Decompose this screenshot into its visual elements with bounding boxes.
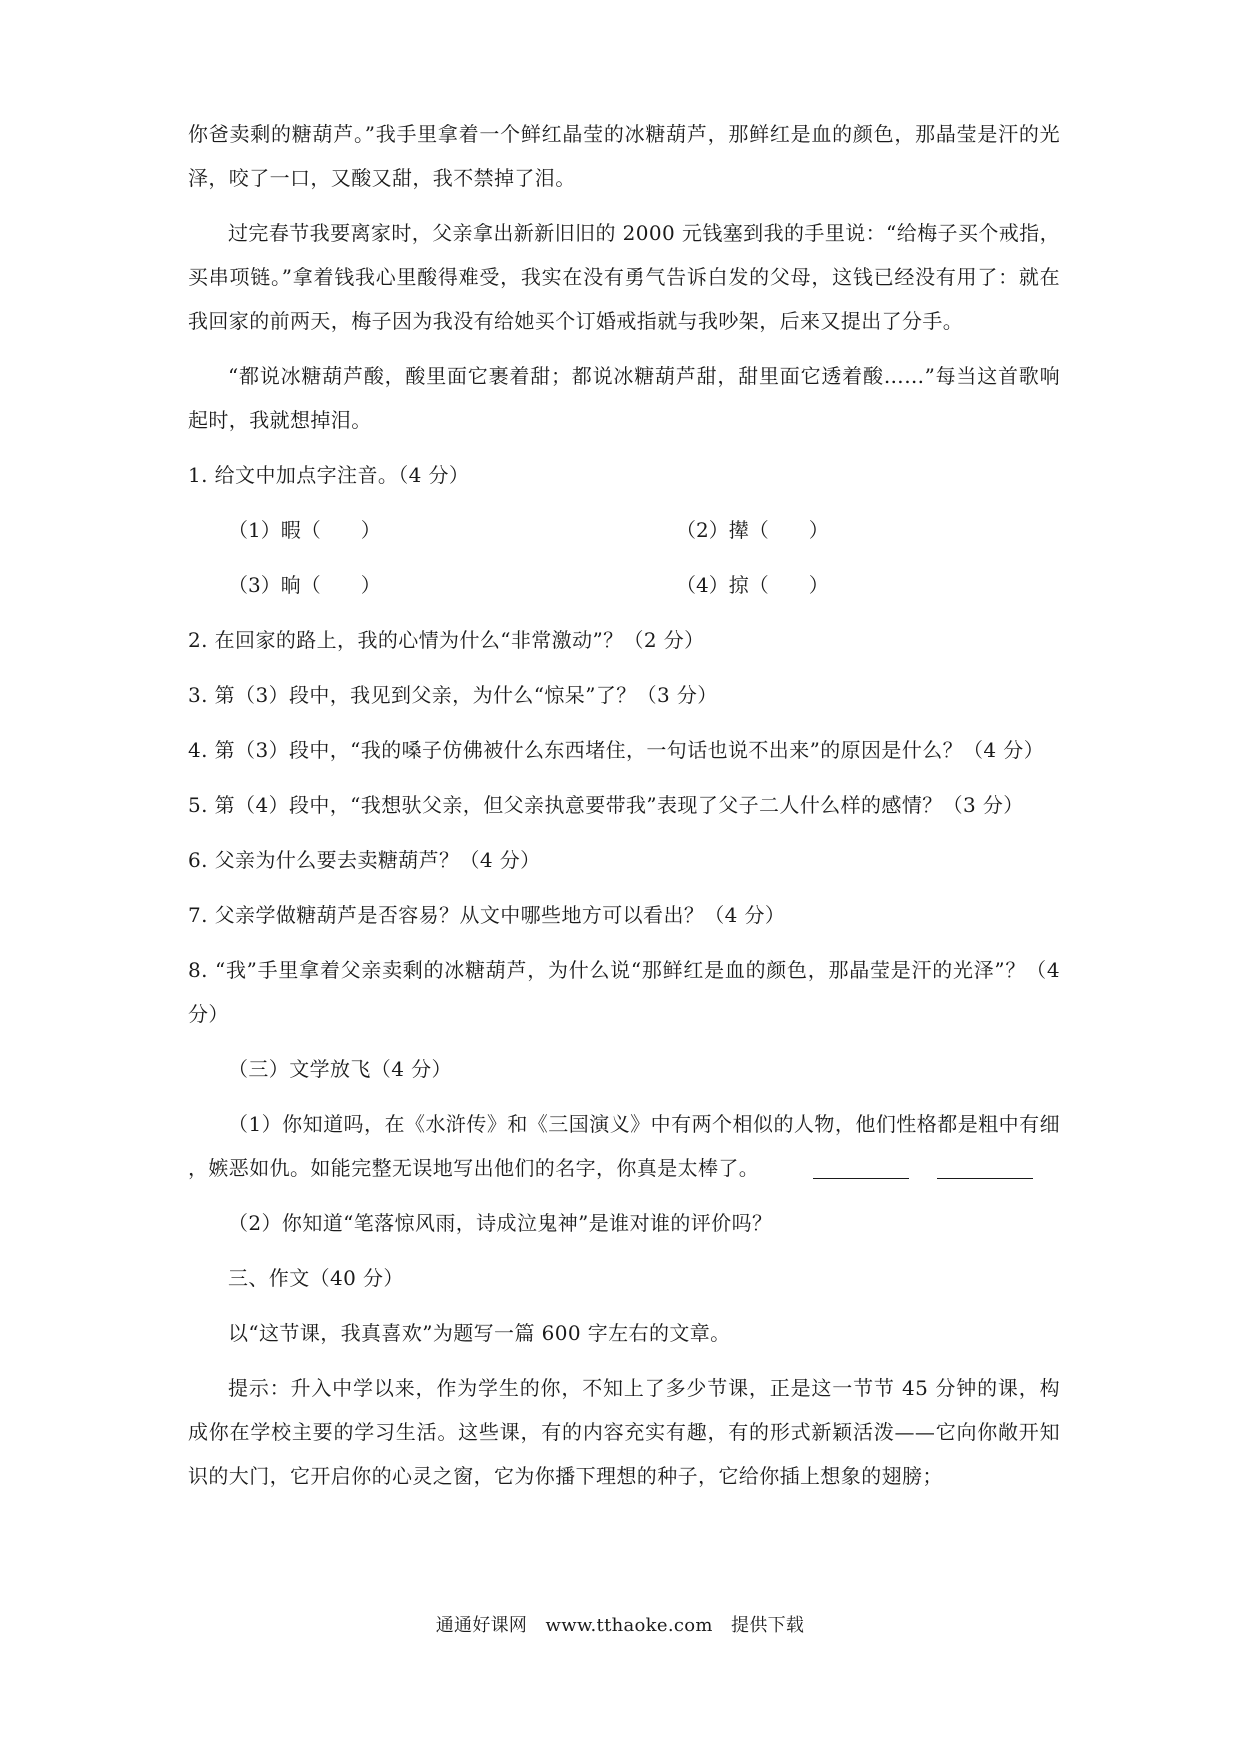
answer-blank-2[interactable] [937, 1152, 1033, 1179]
question-5: 5. 第（4）段中，“我想驮父亲，但父亲执意要带我”表现了父子二人什么样的感情？（3 分） [188, 793, 1024, 817]
pinyin-item-3: （3）晌（ ） [228, 573, 381, 597]
pinyin-item-1: （1）暇（ ） [228, 518, 381, 542]
passage-paragraph-2: “都说冰糖葫芦酸，酸里面它裹着甜；都说冰糖葫芦甜，甜里面它透着酸……”每当这首歌响起时，我就想掉泪。 [188, 364, 1060, 432]
question-7: 7. 父亲学做糖葫芦是否容易？从文中哪些地方可以看出？（4 分） [188, 903, 786, 927]
section-3-item-1 [188, 1102, 1060, 1190]
question-1: 1. 给文中加点字注音。（4 分） [188, 463, 470, 487]
composition-prompt: 以“这节课，我真喜欢”为题写一篇 600 字左右的文章。 [228, 1321, 731, 1345]
pinyin-item-4: （4）掠（ ） [676, 573, 829, 597]
section-3-item-1-text: （1）你知道吗，在《水浒传》和《三国演义》中有两个相似的人物，他们性格都是粗中有细 ，嫉恶如仇。如能完整无误地写出他们的名字，你真是太棒了。 [188, 1112, 1060, 1180]
passage-paragraph-1: 过完春节我要离家时，父亲拿出新新旧旧的 2000 元钱塞到我的手里说：“给梅子买个戒指，买串项链。”拿着钱我心里酸得难受，我实在没有勇气告诉白发的父母，这钱已经没有用了：就在我回家的前两天，梅子因为我没有给她买个订婚戒指就与我吵架，后来又提出了分手。 [188, 221, 1060, 333]
question-2: 2. 在回家的路上，我的心情为什么“非常激动”？（2 分） [188, 628, 705, 652]
composition-title: 三、作文（40 分） [228, 1266, 404, 1290]
section-3-title: （三）文学放飞（4 分） [228, 1057, 452, 1081]
page-footer: 通通好课网 www.tthaoke.com 提供下载 [435, 1615, 805, 1636]
composition-hint: 提示：升入中学以来，作为学生的你，不知上了多少节课，正是这一节节 45 分钟的课，构成你在学校主要的学习生活。这些课，有的内容充实有趣，有的形式新颖活泼——它向你敞开知识的大门，它开启你的心灵之窗，它为你播下理想的种子，它给你插上想象的翅膀； [188, 1376, 1060, 1488]
question-3: 3. 第（3）段中，我见到父亲，为什么“惊呆”了？（3 分） [188, 683, 718, 707]
page-content [188, 112, 1060, 1509]
question-8: 8. “我”手里拿着父亲卖剩的冰糖葫芦，为什么说“那鲜红是血的颜色，那晶莹是汗的光泽”？（4 分） [188, 958, 1060, 1026]
passage-paragraph-0: 你爸卖剩的糖葫芦。”我手里拿着一个鲜红晶莹的冰糖葫芦，那鲜红是血的颜色，那晶莹是汗的光泽，咬了一口，又酸又甜，我不禁掉了泪。 [188, 122, 1060, 190]
pinyin-row-2 [188, 563, 1060, 607]
section-3-item-2: （2）你知道“笔落惊风雨，诗成泣鬼神”是谁对谁的评价吗？ [228, 1211, 773, 1235]
answer-blank-1[interactable] [813, 1152, 909, 1179]
pinyin-row-1 [188, 508, 1060, 552]
answer-blanks [759, 1146, 1033, 1190]
pinyin-item-2: （2）撵（ ） [676, 518, 829, 542]
question-4: 4. 第（3）段中，“我的嗓子仿佛被什么东西堵住，一句话也说不出来”的原因是什么？（4 分） [188, 738, 1045, 762]
question-6: 6. 父亲为什么要去卖糖葫芦？（4 分） [188, 848, 541, 872]
